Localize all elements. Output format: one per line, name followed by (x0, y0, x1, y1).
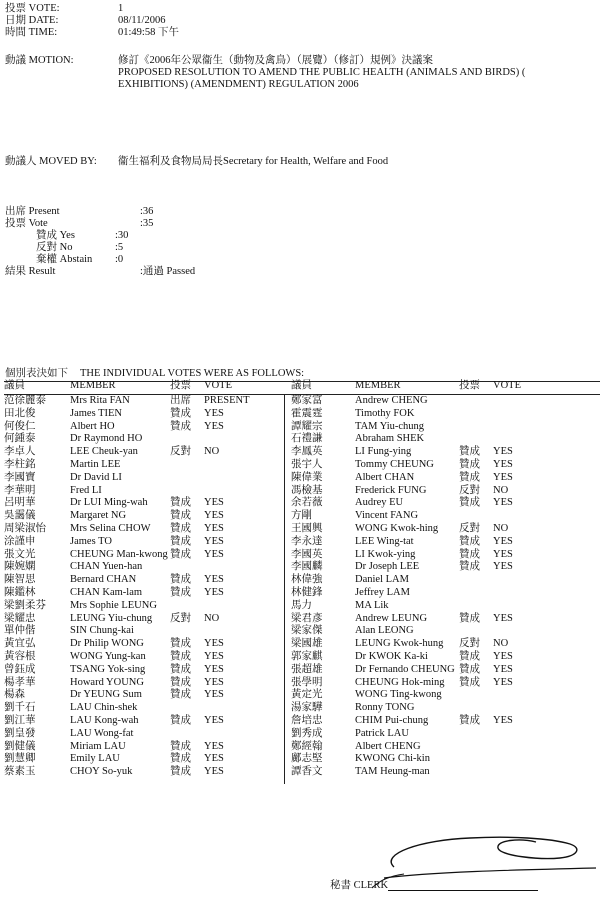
mover-label: 動議人 MOVED BY: (5, 156, 97, 167)
clerk-label: 秘書 CLERK (330, 880, 389, 891)
left-member-zh: 劉千石 (4, 702, 36, 714)
left-vote-en: YES (204, 407, 224, 419)
right-member-en: Frederick FUNG (355, 484, 427, 496)
clerk-signature-line (388, 890, 538, 891)
left-member-en: LEUNG Yiu-chung (70, 612, 153, 624)
left-member-en: Fred LI (70, 484, 102, 496)
right-member-zh: 李國英 (291, 548, 323, 560)
date-value: 08/11/2006 (118, 15, 166, 26)
right-member-zh: 李鳳英 (291, 446, 323, 458)
right-member-en: Audrey EU (355, 497, 404, 509)
left-member-en: CHEUNG Man-kwong (70, 548, 168, 560)
right-member-zh: 鄭經翰 (291, 740, 323, 752)
right-member-zh: 方剛 (291, 510, 312, 522)
left-vote-zh: 贊成 (170, 522, 191, 534)
left-member-zh: 周梁淑怡 (4, 522, 46, 534)
right-member-zh: 張超雄 (291, 663, 323, 675)
right-member-en: MA Lik (355, 599, 389, 611)
col-header-vote-en-right: VOTE (493, 380, 521, 391)
right-vote-en: YES (493, 714, 513, 726)
col-header-vote-zh-right: 投票 (459, 380, 480, 391)
right-vote-en: YES (493, 676, 513, 688)
left-member-zh: 范徐麗泰 (4, 395, 46, 406)
left-member-zh: 楊孝華 (4, 676, 36, 688)
left-vote-zh: 反對 (170, 446, 191, 458)
left-member-zh: 田北俊 (4, 407, 36, 419)
right-vote-en: YES (493, 561, 513, 573)
right-member-zh: 黃定光 (291, 689, 323, 701)
left-vote-zh: 贊成 (170, 663, 191, 675)
right-member-zh: 馬力 (291, 599, 312, 611)
left-member-zh: 楊森 (4, 689, 25, 701)
left-vote-en: NO (204, 612, 220, 624)
right-member-zh: 張學明 (291, 676, 323, 688)
right-vote-zh: 贊成 (459, 663, 480, 675)
left-member-zh: 李柱銘 (4, 458, 36, 470)
no-label: 反對 No (36, 242, 73, 253)
left-member-zh: 劉慧卿 (4, 753, 36, 765)
table-row (4, 524, 600, 537)
table-row (4, 601, 600, 614)
right-vote-en: YES (493, 548, 513, 560)
right-member-zh: 劉秀成 (291, 727, 323, 739)
table-row (4, 537, 600, 550)
right-member-zh: 郭家麒 (291, 650, 323, 662)
left-vote-zh: 贊成 (170, 689, 191, 701)
date-label: 日期 DATE: (5, 15, 59, 26)
right-member-en: TAM Heung-man (355, 766, 430, 778)
left-member-zh: 黃容根 (4, 650, 36, 662)
right-member-zh: 梁國雄 (291, 638, 323, 650)
right-member-en: Jeffrey LAM (355, 586, 410, 598)
right-member-zh: 王國興 (291, 522, 323, 534)
right-member-zh: 林偉強 (291, 574, 323, 586)
right-member-zh: 石禮謙 (291, 433, 323, 445)
right-vote-en: YES (493, 535, 513, 547)
right-vote-zh: 贊成 (459, 650, 480, 662)
left-member-zh: 陳智思 (4, 574, 36, 586)
left-member-zh: 吳靄儀 (4, 510, 36, 522)
col-header-vote-zh-left: 投票 (170, 380, 191, 391)
left-vote-en: YES (204, 766, 224, 778)
right-vote-zh: 贊成 (459, 446, 480, 458)
result-label: 結果 Result (5, 266, 56, 277)
right-member-zh: 余若薇 (291, 497, 323, 509)
left-member-en: Dr YEUNG Sum (70, 689, 142, 701)
table-row (4, 396, 600, 409)
left-member-zh: 梁劉柔芬 (4, 599, 46, 611)
col-header-member-en-left: MEMBER (70, 380, 116, 391)
vote-number: 1 (118, 3, 124, 14)
right-vote-en: YES (493, 458, 513, 470)
table-row (4, 588, 600, 601)
right-member-en: Albert CHAN (355, 471, 415, 483)
left-member-en: Miriam LAU (70, 740, 126, 752)
mover-value: 衞生福利及食物局局長Secretary for Health, Welfare and Food (118, 156, 389, 167)
left-vote-zh: 贊成 (170, 407, 191, 419)
left-member-en: Mrs Selina CHOW (70, 522, 151, 534)
left-member-en: Albert HO (70, 420, 115, 432)
vote-count-label: 投票 Vote (5, 218, 48, 229)
right-vote-zh: 贊成 (459, 676, 480, 688)
left-vote-zh: 贊成 (170, 676, 191, 688)
left-vote-en: YES (204, 522, 224, 534)
left-vote-zh: 贊成 (170, 753, 191, 765)
right-vote-en: NO (493, 638, 509, 650)
right-member-zh: 詹培忠 (291, 714, 323, 726)
left-vote-en: PRESENT (204, 395, 250, 406)
left-vote-zh: 贊成 (170, 586, 191, 598)
right-member-zh: 李永達 (291, 535, 323, 547)
col-header-member-zh-left: 議員 (4, 380, 25, 391)
left-member-en: Dr Raymond HO (70, 433, 143, 445)
right-member-en: WONG Ting-kwong (355, 689, 442, 701)
present-value: :36 (140, 206, 154, 217)
right-vote-zh: 贊成 (459, 535, 480, 547)
left-member-en: Martin LEE (70, 458, 121, 470)
left-vote-en: YES (204, 714, 224, 726)
motion-line-en-2: EXHIBITIONS) (AMENDMENT) REGULATION 2006 (118, 79, 359, 90)
right-vote-zh: 贊成 (459, 471, 480, 483)
left-member-en: WONG Yung-kan (70, 650, 146, 662)
right-member-en: KWONG Chi-kin (355, 753, 430, 765)
vote-count-value: :35 (140, 218, 154, 229)
table-row (4, 703, 600, 716)
right-member-en: Andrew LEUNG (355, 612, 428, 624)
table-row (4, 716, 600, 729)
table-row (4, 460, 600, 473)
left-member-en: LAU Chin-shek (70, 702, 138, 714)
left-vote-en: YES (204, 420, 224, 432)
right-member-en: CHIM Pui-chung (355, 714, 429, 726)
right-member-en: CHEUNG Hok-ming (355, 676, 445, 688)
motion-line-zh: 修訂《2006年公眾衞生（動物及禽鳥）（展覽）（修訂）規例》決議案 (118, 55, 433, 66)
left-member-zh: 黃宜弘 (4, 638, 36, 650)
left-vote-zh: 贊成 (170, 714, 191, 726)
left-vote-en: YES (204, 586, 224, 598)
left-vote-en: YES (204, 497, 224, 509)
left-member-zh: 陳鑑林 (4, 586, 36, 598)
right-member-zh: 梁家傑 (291, 625, 323, 637)
right-vote-zh: 贊成 (459, 561, 480, 573)
left-vote-en: YES (204, 676, 224, 688)
left-member-en: TSANG Yok-sing (70, 663, 146, 675)
individual-votes-heading-zh: 個別表決如下 (5, 368, 68, 379)
individual-votes-heading-en: THE INDIVIDUAL VOTES WERE AS FOLLOWS: (80, 368, 305, 379)
left-vote-zh: 出席 (170, 395, 191, 406)
col-header-member-zh-right: 議員 (291, 380, 312, 391)
left-member-en: CHOY So-yuk (70, 766, 133, 778)
right-member-zh: 譚香文 (291, 766, 323, 778)
right-vote-zh: 贊成 (459, 497, 480, 509)
yes-value: :30 (115, 230, 129, 241)
left-member-zh: 張文光 (4, 548, 36, 560)
right-member-en: LEUNG Kwok-hung (355, 638, 444, 650)
right-member-en: Alan LEONG (355, 625, 414, 637)
right-member-en: TAM Yiu-chung (355, 420, 425, 432)
table-row (4, 409, 600, 422)
time-value: 01:49:58 下午 (118, 27, 179, 38)
right-member-en: Vincent FANG (355, 510, 419, 522)
abstain-label: 棄權 Abstain (36, 254, 93, 265)
time-label: 時間 TIME: (5, 27, 58, 38)
left-vote-en: YES (204, 638, 224, 650)
right-member-en: Andrew CHENG (355, 395, 428, 406)
motion-label: 動議 MOTION: (5, 55, 74, 66)
right-member-en: Dr KWOK Ka-ki (355, 650, 428, 662)
right-member-zh: 鄭家富 (291, 395, 323, 406)
right-vote-zh: 反對 (459, 638, 480, 650)
abstain-value: :0 (115, 254, 124, 265)
left-vote-zh: 反對 (170, 612, 191, 624)
right-vote-en: YES (493, 446, 513, 458)
right-member-zh: 陳偉業 (291, 471, 323, 483)
right-member-zh: 馮檢基 (291, 484, 323, 496)
left-member-en: James TIEN (70, 407, 123, 419)
right-member-en: Albert CHENG (355, 740, 421, 752)
left-member-zh: 劉江華 (4, 714, 36, 726)
right-vote-en: NO (493, 522, 509, 534)
yes-label: 贊成 Yes (36, 230, 75, 241)
right-member-en: Ronny TONG (355, 702, 415, 714)
left-vote-en: YES (204, 663, 224, 675)
right-vote-zh: 反對 (459, 484, 480, 496)
left-vote-zh: 贊成 (170, 510, 191, 522)
right-member-en: LI Fung-ying (355, 446, 412, 458)
left-vote-zh: 贊成 (170, 574, 191, 586)
right-vote-en: YES (493, 497, 513, 509)
left-member-zh: 呂明華 (4, 497, 36, 509)
left-member-zh: 單仲偕 (4, 625, 36, 637)
votes-table (4, 381, 600, 780)
right-vote-en: YES (493, 612, 513, 624)
table-row (4, 652, 600, 665)
left-member-en: LEE Cheuk-yan (70, 446, 138, 458)
left-vote-en: YES (204, 535, 224, 547)
right-vote-zh: 贊成 (459, 548, 480, 560)
right-member-en: Daniel LAM (355, 574, 409, 586)
right-member-en: Abraham SHEK (355, 433, 425, 445)
right-member-zh: 梁君彥 (291, 612, 323, 624)
left-vote-zh: 贊成 (170, 766, 191, 778)
left-vote-en: NO (204, 446, 220, 458)
left-member-en: Mrs Sophie LEUNG (70, 599, 157, 611)
clerk-signature (360, 812, 604, 892)
right-member-en: Tommy CHEUNG (355, 458, 434, 470)
left-member-en: CHAN Yuen-han (70, 561, 143, 573)
left-member-zh: 劉健儀 (4, 740, 36, 752)
table-header-row (4, 381, 600, 394)
left-vote-en: YES (204, 740, 224, 752)
table-row (4, 473, 600, 486)
left-vote-en: YES (204, 574, 224, 586)
right-vote-zh: 反對 (459, 522, 480, 534)
left-member-en: Mrs Rita FAN (70, 395, 130, 406)
left-vote-zh: 贊成 (170, 740, 191, 752)
left-member-en: LAU Wong-fat (70, 727, 134, 739)
left-member-en: CHAN Kam-lam (70, 586, 143, 598)
left-member-en: Dr Philip WONG (70, 638, 144, 650)
right-member-zh: 譚耀宗 (291, 420, 323, 432)
left-member-en: Margaret NG (70, 510, 127, 522)
right-member-zh: 霍震霆 (291, 407, 323, 419)
left-member-en: SIN Chung-kai (70, 625, 134, 637)
left-member-zh: 劉皇發 (4, 727, 36, 739)
right-vote-zh: 贊成 (459, 714, 480, 726)
left-vote-zh: 贊成 (170, 497, 191, 509)
left-vote-zh: 贊成 (170, 548, 191, 560)
left-member-zh: 梁耀忠 (4, 612, 36, 624)
left-member-zh: 何俊仁 (4, 420, 36, 432)
table-body (4, 394, 600, 780)
left-member-en: Dr David LI (70, 471, 122, 483)
right-member-en: Dr Joseph LEE (355, 561, 420, 573)
table-row (4, 729, 600, 742)
left-member-zh: 涂謹申 (4, 535, 36, 547)
left-member-en: Dr LUI Ming-wah (70, 497, 148, 509)
right-vote-zh: 贊成 (459, 612, 480, 624)
left-member-zh: 李卓人 (4, 446, 36, 458)
right-member-zh: 李國麟 (291, 561, 323, 573)
right-member-en: LEE Wing-tat (355, 535, 414, 547)
right-member-en: Patrick LAU (355, 727, 409, 739)
present-label: 出席 Present (5, 206, 60, 217)
left-vote-zh: 贊成 (170, 535, 191, 547)
left-member-en: James TO (70, 535, 112, 547)
right-vote-en: YES (493, 471, 513, 483)
right-member-en: Timothy FOK (355, 407, 415, 419)
left-vote-en: YES (204, 510, 224, 522)
right-member-zh: 湯家驊 (291, 702, 323, 714)
right-member-zh: 張宇人 (291, 458, 323, 470)
left-member-en: Bernard CHAN (70, 574, 137, 586)
result-value: :通過 Passed (140, 266, 196, 277)
vote-label: 投票 VOTE: (5, 3, 60, 14)
left-vote-zh: 贊成 (170, 638, 191, 650)
right-member-en: WONG Kwok-hing (355, 522, 439, 534)
left-vote-en: YES (204, 753, 224, 765)
left-vote-zh: 贊成 (170, 650, 191, 662)
col-header-member-en-right: MEMBER (355, 380, 401, 391)
left-vote-zh: 贊成 (170, 420, 191, 432)
left-vote-en: YES (204, 548, 224, 560)
left-member-zh: 李國寶 (4, 471, 36, 483)
col-header-vote-en-left: VOTE (204, 380, 232, 391)
left-vote-en: YES (204, 689, 224, 701)
left-member-zh: 蔡素玉 (4, 766, 36, 778)
left-member-zh: 何鍾泰 (4, 433, 36, 445)
right-vote-en: YES (493, 663, 513, 675)
right-vote-en: NO (493, 484, 509, 496)
table-row (4, 665, 600, 678)
right-member-zh: 鄺志堅 (291, 753, 323, 765)
left-vote-en: YES (204, 650, 224, 662)
right-vote-en: YES (493, 650, 513, 662)
motion-line-en-1: PROPOSED RESOLUTION TO AMEND THE PUBLIC HEALTH (ANIMALS AND BIRDS) ( (118, 67, 526, 78)
left-member-zh: 曾鈺成 (4, 663, 36, 675)
table-row (4, 767, 600, 780)
left-member-en: LAU Kong-wah (70, 714, 139, 726)
left-member-zh: 李華明 (4, 484, 36, 496)
left-member-zh: 陳婉嫻 (4, 561, 36, 573)
right-member-en: Dr Fernando CHEUNG (355, 663, 455, 675)
no-value: :5 (115, 242, 124, 253)
right-vote-zh: 贊成 (459, 458, 480, 470)
right-member-zh: 林健鋒 (291, 586, 323, 598)
right-member-en: LI Kwok-ying (355, 548, 416, 560)
left-member-en: Howard YOUNG (70, 676, 144, 688)
left-member-en: Emily LAU (70, 753, 120, 765)
